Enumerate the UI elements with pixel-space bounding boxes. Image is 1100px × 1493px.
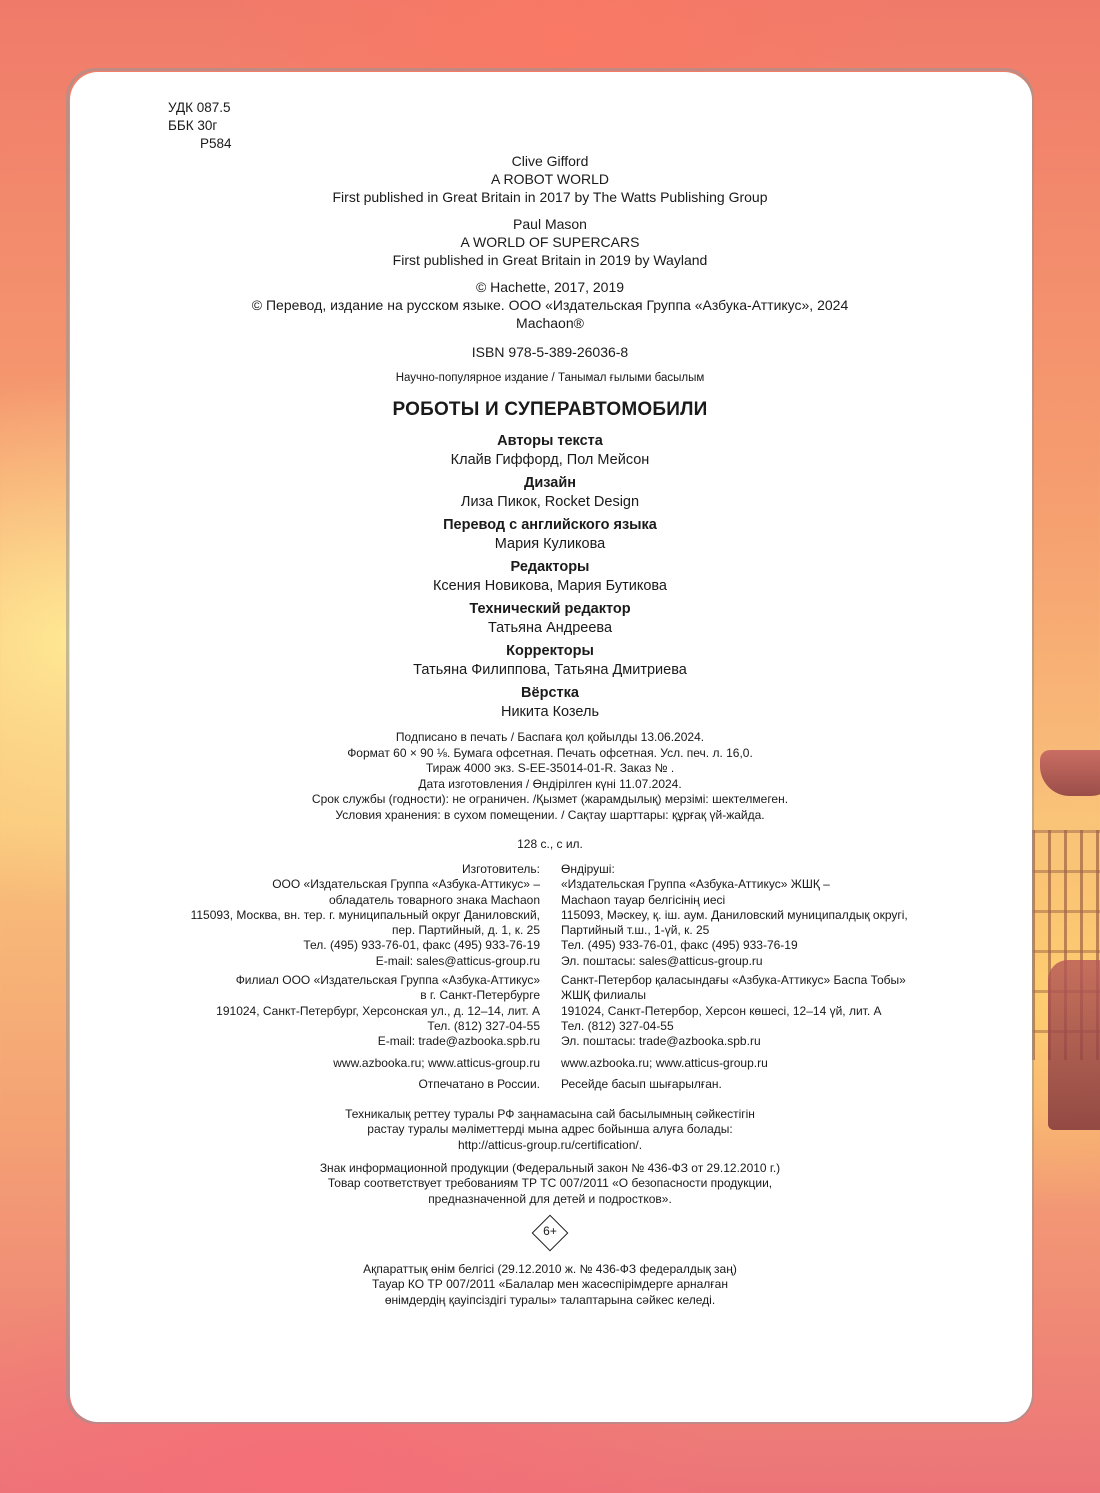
branch-line: Филиал ООО «Издательская Группа «Азбука-Аттикус»: [235, 973, 540, 988]
credit-role: Вёрстка: [521, 685, 579, 701]
info-line: Знак информационной продукции (Федеральный закон № 436-ФЗ от 29.12.2010 г.): [319, 1161, 781, 1175]
print-line: Подписано в печать / Баспаға қол қойылды 13.06.2024.: [395, 730, 705, 744]
mfr-line: обладатель товарного знака Machaon: [328, 892, 540, 907]
mfr-line: ООО «Издательская Группа «Азбука-Аттикус» –: [272, 877, 540, 892]
print-line: Дата изготовления / Өндірілген күні 11.07.2024.: [418, 776, 682, 791]
genre-label: Научно-популярное издание / Танымал ғылыми басылым: [395, 372, 705, 384]
trademark-line: Machaon®: [516, 315, 584, 331]
age-rating-badge: [530, 1213, 570, 1253]
credit-role: Дизайн: [524, 475, 576, 491]
original-title: A ROBOT WORLD: [491, 171, 609, 187]
isbn: ISBN 978-5-389-26036-8: [471, 344, 629, 360]
print-line: Срок службы (годности): не ограничен. /Қызмет (жарамдылық) мерзімі: шектелмеген.: [311, 792, 789, 806]
udk-code: УДК 087.5: [168, 100, 231, 115]
branch-line: Эл. поштасы: trade@azbooka.spb.ru: [561, 1034, 761, 1049]
print-line: Условия хранения: в сухом помещении. / Сақтау шарттары: құрғақ үй-жайда.: [335, 807, 765, 822]
credit-role: Перевод с английского языка: [443, 517, 657, 533]
mfr-line: 115093, Мәскеу, қ. іш. аум. Даниловский муниципалдық округі,: [561, 907, 908, 922]
branch-line: в г. Санкт-Петербурге: [420, 988, 540, 1003]
info-product-kz: [70, 1262, 1030, 1308]
author-mark: Р584: [200, 136, 232, 151]
websites: www.azbooka.ru; www.atticus-group.ru: [333, 1055, 540, 1070]
book-title: РОБОТЫ И СУПЕРАВТОМОБИЛИ: [392, 399, 708, 420]
branch-line: 191024, Санкт-Петербург, Херсонская ул., д. 12–14, лит. А: [216, 1003, 540, 1018]
original-editions: [70, 152, 1030, 332]
original-author: Paul Mason: [513, 216, 587, 232]
websites: www.azbooka.ru; www.atticus-group.ru: [561, 1055, 768, 1070]
mfr-line: Machaon тауар белгісінің иесі: [561, 892, 726, 907]
bbk-code: ББК 30г: [168, 118, 218, 133]
credit-role: Корректоры: [506, 643, 594, 659]
print-details: [70, 730, 1030, 823]
mfr-line: Тел. (495) 933-76-01, факс (495) 933-76-19: [561, 938, 798, 953]
mfr-line: пер. Партийный, д. 1, к. 25: [391, 923, 540, 938]
branch-line: Санкт-Петербор қаласындағы «Азбука-Аттикус» Баспа Тобы»: [561, 973, 906, 988]
info-product-ru: [70, 1161, 1030, 1207]
tower-decoration: [1048, 960, 1100, 1130]
credit-name: Мария Куликова: [494, 536, 606, 552]
mfr-line: 115093, Москва, вн. тер. г. муниципальный округ Даниловский,: [190, 907, 540, 922]
classification-codes: [168, 99, 232, 153]
mfr-line: Изготовитель:: [462, 862, 540, 876]
credits: [70, 432, 1030, 726]
printed-in: Отпечатано в России.: [418, 1076, 540, 1091]
original-published: First published in Great Britain in 2019 by Wayland: [392, 252, 708, 268]
mfr-line: Өндіруші:: [561, 862, 615, 876]
credit-name: Клайв Гиффорд, Пол Мейсон: [450, 452, 650, 468]
info-line: Ақпараттық өнім белгісі (29.12.2010 ж. № 436-ФЗ федералдық заң): [363, 1262, 737, 1276]
info-line: өнімдердің қауіпсіздігі туралы» талаптарына сәйкес келеді.: [384, 1292, 716, 1307]
tech-regulation: [70, 1107, 1030, 1153]
print-line: Тираж 4000 экз. S-EE-35014-01-R. Заказ № .: [425, 761, 675, 775]
manufacturer-ru: [150, 862, 540, 1092]
credit-name: Ксения Новикова, Мария Бутикова: [432, 578, 668, 594]
info-line: предназначенной для детей и подростков».: [428, 1191, 672, 1206]
credit-role: Редакторы: [510, 559, 590, 575]
credit-name: Никита Козель: [500, 704, 600, 720]
robot-disc-decoration: [1040, 750, 1100, 796]
tech-line: растау туралы мәліметтерді мына адрес бойынша алуға болады:: [367, 1122, 733, 1137]
credit-name: Лиза Пикок, Rocket Design: [460, 494, 640, 510]
info-line: Товар соответствует требованиям ТР ТС 007/2011 «О безопасности продукции,: [327, 1176, 773, 1191]
printed-in: Ресейде басып шығарылған.: [561, 1076, 722, 1091]
manufacturer-kz: [561, 862, 961, 1092]
credit-role: Технический редактор: [469, 601, 631, 617]
mfr-line: Тел. (495) 933-76-01, факс (495) 933-76-19: [303, 938, 540, 953]
branch-line: Тел. (812) 327-04-55: [427, 1018, 540, 1033]
certification-link[interactable]: http://atticus-group.ru/certification/.: [457, 1137, 643, 1152]
page-count: 128 с., с ил.: [517, 837, 583, 851]
credit-name: Татьяна Андреева: [487, 620, 613, 636]
branch-line: ЖШҚ филиалы: [561, 988, 646, 1003]
original-published: First published in Great Britain in 2017 by The Watts Publishing Group: [332, 189, 768, 205]
original-title: A WORLD OF SUPERCARS: [460, 234, 640, 250]
credit-name: Татьяна Филиппова, Татьяна Дмитриева: [413, 662, 687, 678]
mfr-line: E-mail: sales@atticus-group.ru: [375, 953, 540, 968]
copyright-line: © Hachette, 2017, 2019: [475, 279, 625, 295]
branch-line: E-mail: trade@azbooka.spb.ru: [377, 1034, 540, 1049]
mfr-line: Партийный т.ш., 1-үй, к. 25: [561, 923, 710, 938]
info-line: Тауар КО ТР 007/2011 «Балалар мен жасөспірімдерге арналған: [372, 1277, 728, 1292]
copyright-line: © Перевод, издание на русском языке. ООО «Издательская Группа «Азбука-Аттикус», 2024: [251, 297, 849, 313]
branch-line: Тел. (812) 327-04-55: [561, 1018, 674, 1033]
mfr-line: «Издательская Группа «Азбука-Аттикус» ЖШҚ –: [561, 877, 830, 892]
age-rating: 6+: [543, 1224, 557, 1238]
tech-line: Техникалық реттеу туралы РФ заңнамасына сай басылымның сәйкестігін: [345, 1107, 755, 1121]
print-line: Формат 60 × 90 ⅛. Бумага офсетная. Печать офсетная. Усл. печ. л. 16,0.: [347, 745, 753, 760]
original-author: Clive Gifford: [511, 153, 589, 169]
mfr-line: Эл. поштасы: sales@atticus-group.ru: [561, 953, 763, 968]
branch-line: 191024, Санкт-Петербор, Херсон көшесі, 12–14 үй, лит. А: [561, 1003, 882, 1018]
credit-role: Авторы текста: [497, 433, 603, 449]
